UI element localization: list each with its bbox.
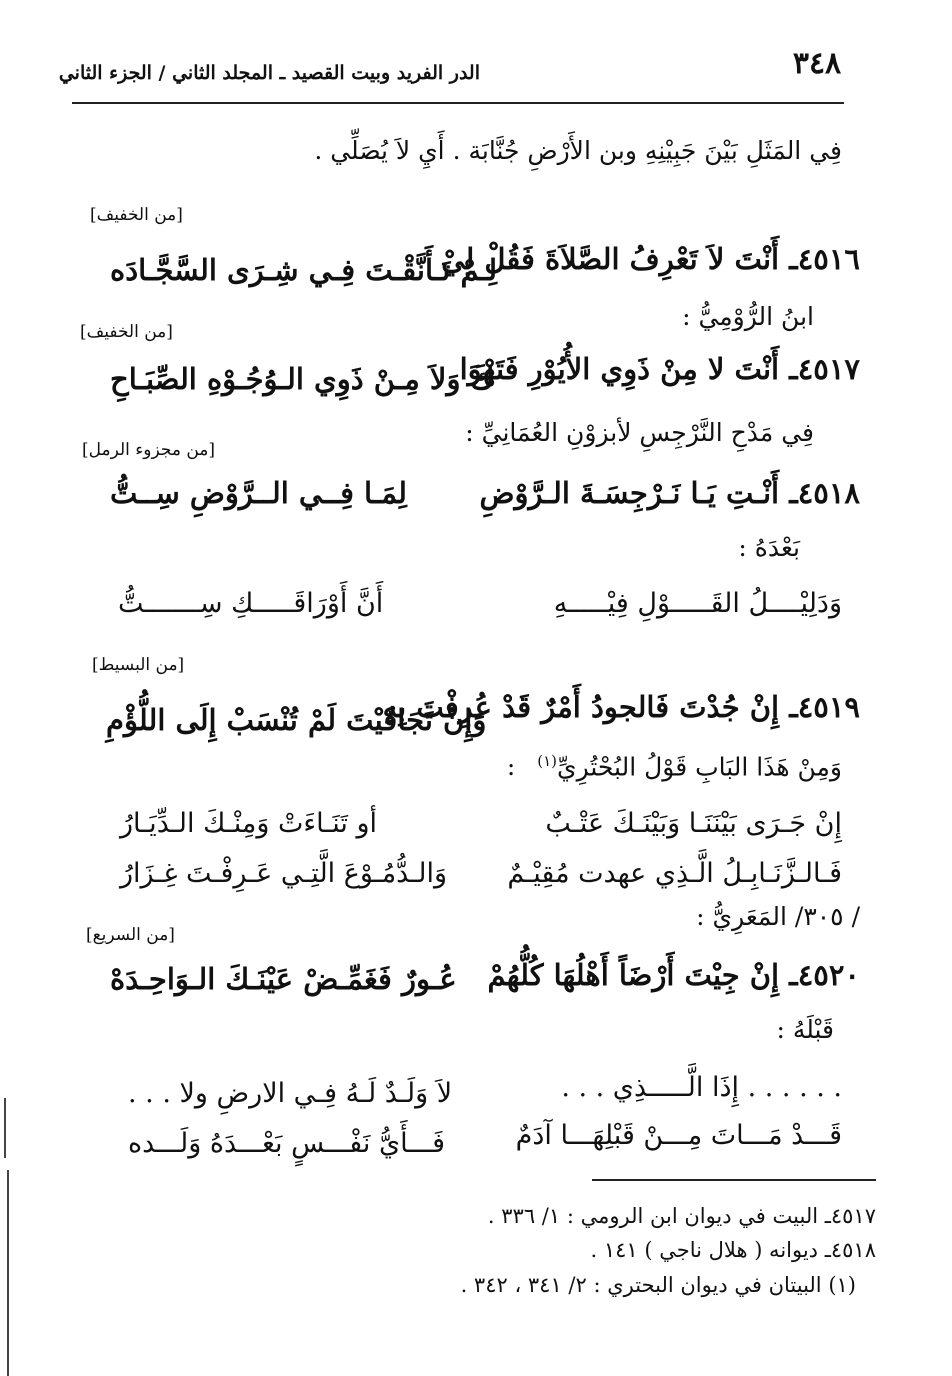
buhturi-verse-2-second-hemistich: وَالـدُّمُـوْعَ الَّتِـي عَـرِفْـتَ غِـزَارُ: [120, 858, 448, 889]
footnote-ref: (١): [537, 752, 558, 770]
page-number: ٣٤٨: [792, 46, 842, 81]
meter-label: [من البسيط]: [92, 655, 185, 675]
verse-intro: فِي مَدْحِ النَّرْجِسِ لأبزوْنِ العُمَانِيِّ :: [465, 418, 814, 447]
header-rule: [72, 102, 844, 104]
verse-4518-second-hemistich: لِمَـا فِــي الــرَّوْضِ سِــتُّ: [110, 476, 407, 510]
verse-following-second-hemistich: أَنَّ أَوْرَاقَـــــكِ سِـــــــتُّ: [118, 588, 384, 619]
footnote-rule: [592, 1179, 876, 1181]
footnote: ٤٥١٧ـ البيت في ديوان ابن الرومي : ١/ ٣٣٦ .: [487, 1204, 876, 1228]
verse-4516-first-hemistich: ٤٥١٦ـ أَنْتَ لاَ تَعْرِفُ الصَّلاَةَ فَقُلْ لِيْ: [441, 242, 860, 276]
scan-edge-mark: [7, 1170, 9, 1376]
verse-intro: قَبْلَهُ :: [776, 1015, 834, 1044]
buhturi-verse-1-second-hemistich: أو تَنَـاءَتْ وَمِنْـكَ الـدِّيَـارُ: [120, 808, 378, 839]
verse-following-first-hemistich: وَدَلِيْــــلُ القَـــــوْلِ فِيْـــــهِ: [553, 588, 842, 619]
footnote: (١) البيتان في ديوان البحتري : ٢/ ٣٤١ ، ٣٤٢ .: [460, 1273, 856, 1297]
verse-4516-second-hemistich: لِـمْ تَـأَنَّقْـتَ فِـي شِـرَى السَّجَّـادَه: [110, 253, 498, 287]
meter-label: [من السريع]: [86, 925, 175, 945]
preceding-verse-2-second-hemistich: فَـــأَيُّ نَفْـــسٍ بَعْـــدَهُ وَلَـــده: [128, 1128, 445, 1159]
scan-edge-mark: [4, 1098, 6, 1158]
verse-4517-first-hemistich: ٤٥١٧ـ أَنْتَ لا مِنْ ذَوِي الأُيُوْرِ فَتَهْوَا: [459, 352, 860, 386]
verse-4520-first-hemistich: ٤٥٢٠ـ إِنْ جِيْتَ أَرْضَاً أَهْلُهَا كُلُّهُمْ: [487, 958, 860, 992]
intro-line: فِي المَثَلِ بَيْنَ جَبِيْنِهِ وبن الأَرْضِ جُنَّابَة . أَيِ لاَ يُصَلِّي .: [314, 136, 842, 165]
verse-intro-colon: :: [506, 752, 516, 782]
preceding-verse-2-first-hemistich: قَـــدْ مَـــاتَ مِـــنْ قَبْلِهَـــا آدَمٌ: [515, 1120, 842, 1151]
verse-intro: [507, 752, 842, 781]
verse-4518-first-hemistich: ٤٥١٨ـ أَنْـتِ يَـا نَـرْجِسَـةَ الـرَّوْضِ: [479, 476, 860, 510]
poet-attribution: ابنُ الرُّوْمِيُّ :: [682, 302, 814, 331]
footnote: ٤٥١٨ـ ديوانه ( هلال ناجي ) ١٤١ .: [590, 1238, 876, 1262]
page-marker-attribution: / ٣٠٥/ المَعَرِيُّ :: [696, 902, 860, 931]
meter-label: [من مجزوء الرمل]: [82, 440, 216, 460]
buhturi-verse-2-first-hemistich: فَـالـزَّنَـابِـلُ الَّـذِي عهدت مُقِيْـمٌ: [507, 858, 842, 889]
verse-intro-text: وَمِنْ هَذَا البَابِ قَوْلُ البُحْتُرِيِّ: [557, 752, 842, 782]
preceding-verse-1-second-hemistich: لاَ وَلَـدٌ لَـهُ فِـي الارضِ ولا . . .: [128, 1078, 453, 1109]
verse-4520-second-hemistich: عُـورٌ فَغَمِّـضْ عَيْنَـكَ الـوَاحِـدَهْ: [110, 962, 457, 996]
verse-intro: بَعْدَهُ :: [738, 533, 800, 562]
meter-label: [من الخفيف]: [80, 322, 173, 342]
meter-label: [من الخفيف]: [90, 205, 183, 225]
buhturi-verse-1-first-hemistich: إِنْ جَـرَى بَيْنَنَـا وَبَيْنَـكَ عَتْـبٌ: [545, 808, 842, 839]
preceding-verse-1-first-hemistich: . . . . . . إِذَا الَّـــــذِي . . .: [561, 1072, 842, 1103]
verse-4519-first-hemistich: ٤٥١٩ـ إِنْ جُدْتَ فَالجودُ أَمْرٌ قَدْ عُرِفْتَ بِهِ: [382, 690, 860, 724]
verse-4519-second-hemistich: وَإِنْ تَجَافَيْتَ لَمْ تُنْسَبْ إِلَى اللُّؤْمِ: [106, 703, 487, 737]
verse-4517-second-hemistich: كَ وَلاَ مِـنْ ذَوِي الـوُجُـوْهِ الصِّبَـاحِ: [110, 362, 495, 396]
running-title: الدر الفريد وبيت القصيد ـ المجلد الثاني / الجزء الثاني: [58, 62, 480, 84]
